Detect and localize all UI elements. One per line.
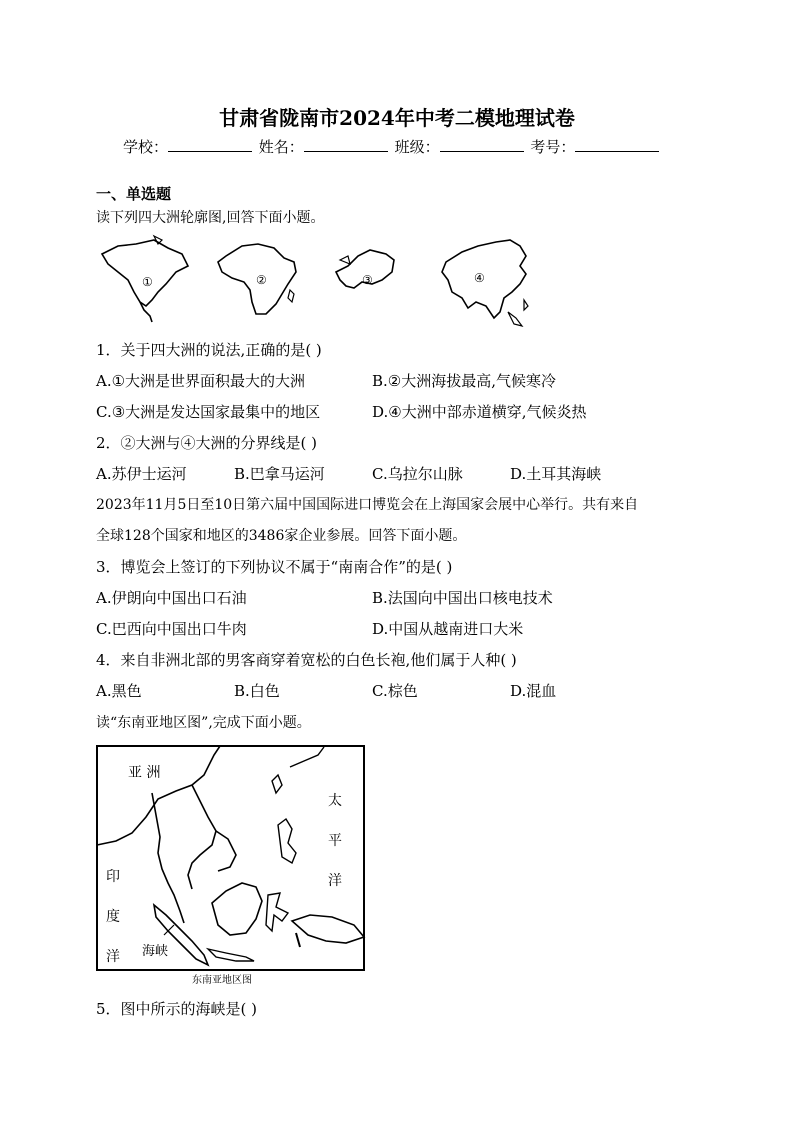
intro-continents: 读下列四大洲轮廓图,回答下面小题。 [96, 210, 325, 226]
q4-option-b: B.白色 [234, 682, 280, 700]
map-label-1: ① [142, 275, 153, 289]
class-label: 班级： [394, 138, 440, 156]
label-indian-1: 印 [106, 869, 120, 885]
q3-option-c: C.巴西向中国出口牛肉 [96, 620, 247, 638]
q1-option-b: B.②大洲海拔最高,气候寒冷 [372, 372, 557, 390]
map-caption: 东南亚地区图 [192, 975, 252, 986]
question-3-stem: 3．博览会上签订的下列协议不属于“南南合作”的是( ) [96, 558, 453, 576]
map-label-2: ② [256, 273, 267, 287]
question-2-stem: 2．②大洲与④大洲的分界线是( ) [96, 434, 318, 452]
section-heading: 一、单选题 [96, 185, 172, 203]
label-asia: 亚 洲 [128, 765, 161, 781]
q1-option-a: A.①大洲是世界面积最大的大洲 [96, 372, 306, 390]
map-label-4: ④ [474, 271, 485, 285]
q4-option-d: D.混血 [510, 682, 557, 700]
name-label: 姓名： [258, 138, 304, 156]
label-indian-2: 度 [106, 909, 120, 925]
q4-option-a: A.黑色 [96, 682, 142, 700]
q2-option-c: C.乌拉尔山脉 [372, 465, 463, 483]
southeast-asia-map [96, 745, 366, 990]
q3-option-d: D.中国从越南进口大米 [372, 620, 524, 638]
question-1-stem: 1．关于四大洲的说法,正确的是( ) [96, 341, 322, 359]
map-label-3: ③ [362, 273, 373, 287]
q4-option-c: C.棕色 [372, 682, 418, 700]
class-blank [440, 137, 524, 152]
label-pacific-1: 太 [328, 793, 342, 809]
school-blank [168, 137, 252, 152]
name-blank [304, 137, 388, 152]
continent-maps [96, 232, 536, 332]
q2-option-b: B.巴拿马运河 [234, 465, 325, 483]
q2-option-d: D.土耳其海峡 [510, 465, 602, 483]
question-5-stem: 5．图中所示的海峡是( ) [96, 1000, 258, 1018]
page-title: 甘肃省陇南市2024年中考二模地理试卷 [219, 106, 575, 130]
intro-sea-map: 读“东南亚地区图”,完成下面小题。 [96, 715, 311, 731]
q3-option-a: A.伊朗向中国出口石油 [96, 589, 247, 607]
q3-option-b: B.法国向中国出口核电技术 [372, 589, 553, 607]
q2-option-a: A.苏伊士运河 [96, 465, 187, 483]
number-blank [575, 137, 659, 152]
student-info-line [123, 136, 661, 157]
label-pacific-3: 洋 [328, 873, 342, 889]
label-pacific-2: 平 [328, 833, 342, 849]
intro-expo-line2: 全球128个国家和地区的3486家企业参展。回答下面小题。 [96, 528, 467, 544]
north-america-outline [102, 240, 188, 306]
q1-option-c: C.③大洲是发达国家最集中的地区 [96, 403, 321, 421]
question-4-stem: 4．来自非洲北部的男客商穿着宽松的白色长袍,他们属于人种( ) [96, 651, 517, 669]
q1-option-d: D.④大洲中部赤道横穿,气候炎热 [372, 403, 587, 421]
label-indian-3: 洋 [106, 949, 120, 965]
number-label: 考号： [530, 138, 576, 156]
school-label: 学校： [123, 138, 169, 156]
intro-expo-line1: 2023年11月5日至10日第六届中国国际进口博览会在上海国家会展中心举行。共有来自 [96, 497, 639, 513]
label-strait: 海峡 [142, 944, 169, 959]
